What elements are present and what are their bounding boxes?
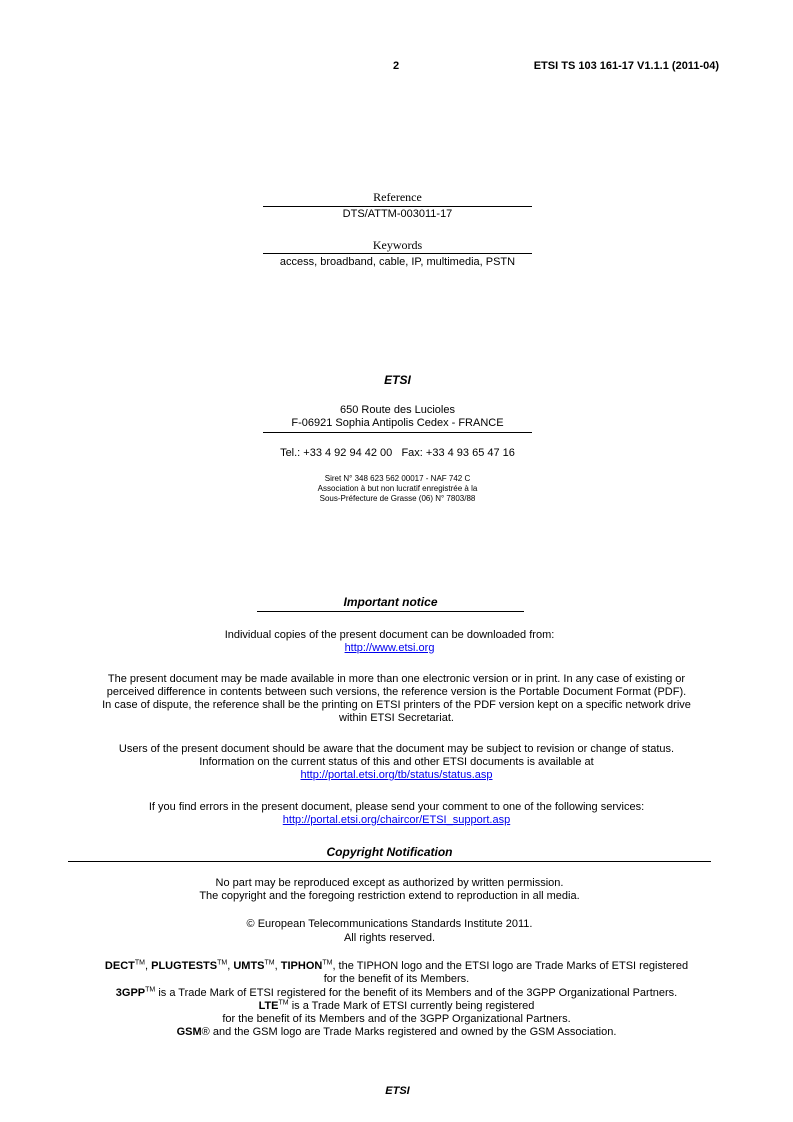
lte-mark: LTE: [258, 1000, 279, 1012]
plugtests-mark: PLUGTESTS: [151, 960, 218, 972]
etsi-website-link[interactable]: http://www.etsi.org: [344, 642, 435, 654]
trademarks-line2: for the benefit of its Members.: [323, 973, 470, 985]
notice-para1-line3: In case of dispute, the reference shall be the printing on ETSI printers of the PDF version kept on a specific network drive: [102, 699, 691, 711]
trademarks-line6-rest: ® and the GSM logo are Trade Marks registered and owned by the GSM Association.: [201, 1026, 617, 1038]
footer-etsi: ETSI: [385, 1085, 410, 1097]
tm-mark: TM: [134, 959, 145, 967]
keywords-divider: [263, 253, 532, 254]
copyright-line4: All rights reserved.: [343, 932, 436, 944]
umts-mark: UMTS: [233, 960, 265, 972]
trademarks-line6: [40, 1026, 753, 1039]
tm-mark: TM: [264, 959, 275, 967]
important-notice-heading: Important notice: [343, 595, 438, 609]
trademarks-line3: [40, 987, 753, 1000]
dect-mark: DECT: [104, 960, 135, 972]
association: Association à but non lucratif enregistrée à la: [317, 484, 478, 493]
download-text: Individual copies of the present document can be downloaded from:: [224, 629, 555, 641]
prefecture: Sous-Préfecture de Grasse (06) N° 7803/88: [319, 494, 476, 503]
copyright-divider: [68, 861, 711, 862]
reference-value: DTS/ATTM-003011-17: [342, 208, 453, 220]
trademarks-line5: for the benefit of its Members and of the 3GPP Organizational Partners.: [222, 1013, 571, 1025]
errors-text: If you find errors in the present document, please send your comment to one of the following services:: [148, 801, 645, 813]
address-divider: [263, 432, 532, 433]
notice-para1-line2: perceived difference in contents between such versions, the reference version is the Portable Document Format (PDF).: [106, 686, 687, 698]
copyright-line1: No part may be reproduced except as authorized by written permission.: [215, 877, 564, 889]
siret: Siret N° 348 623 562 00017 - NAF 742 C: [324, 474, 471, 483]
tiphon-mark: TIPHON: [280, 960, 323, 972]
notice-para1-line1: The present document may be made available in more than one electronic version or in print. In any case of existing or: [107, 673, 686, 685]
3gpp-mark: 3GPP: [115, 987, 146, 999]
trademarks-line4-rest: is a Trade Mark of ETSI currently being registered: [288, 1000, 535, 1012]
tm-mark: TM: [322, 959, 333, 967]
support-link[interactable]: http://portal.etsi.org/chaircor/ETSI_support.asp: [282, 814, 511, 826]
copyright-heading: Copyright Notification: [326, 845, 453, 859]
trademarks-line4: [40, 1000, 753, 1013]
address-line-1: 650 Route des Lucioles: [340, 404, 455, 416]
notice-para1-line4: within ETSI Secretariat.: [339, 712, 454, 724]
trademarks-line3-rest: is a Trade Mark of ETSI registered for the benefit of its Members and of the 3GPP Organizational Partners.: [155, 987, 678, 999]
trademarks-line1-rest: , the TIPHON logo and the ETSI logo are Trade Marks of ETSI registered: [332, 960, 689, 972]
gsm-mark: GSM: [176, 1026, 202, 1038]
phone-fax: Tel.: +33 4 92 94 42 00 Fax: +33 4 93 65 47 16: [280, 447, 515, 459]
tm-mark: TM: [217, 959, 228, 967]
notice-para2-line2: Information on the current status of this and other ETSI documents is available at: [199, 756, 594, 768]
document-id: ETSI TS 103 161-17 V1.1.1 (2011-04): [533, 60, 719, 72]
copyright-line2: The copyright and the foregoing restriction extend to reproduction in all media.: [199, 890, 580, 902]
status-link[interactable]: http://portal.etsi.org/tb/status/status.asp: [300, 769, 493, 781]
tm-mark: TM: [278, 999, 289, 1007]
copyright-line3: © European Telecommunications Standards Institute 2011.: [246, 918, 533, 930]
tm-mark: TM: [145, 986, 156, 994]
page-number: 2: [393, 60, 400, 72]
keywords-label: Keywords: [372, 238, 423, 252]
notice-para2-line1: Users of the present document should be aware that the document may be subject to revision or change of status.: [118, 743, 675, 755]
keywords-value: access, broadband, cable, IP, multimedia, PSTN: [279, 256, 516, 268]
reference-divider: [263, 206, 532, 207]
trademarks-line1: DECT™, PLUGTESTS™, UMTS™, TIPHON™, the TIPHON logo and the ETSI logo are Trade Marks of ETSI registered: [104, 959, 689, 972]
reference-label: Reference: [373, 190, 422, 204]
important-notice-divider: [257, 611, 524, 612]
address-line-2: F-06921 Sophia Antipolis Cedex - FRANCE: [291, 417, 504, 429]
etsi-name: ETSI: [384, 373, 411, 387]
